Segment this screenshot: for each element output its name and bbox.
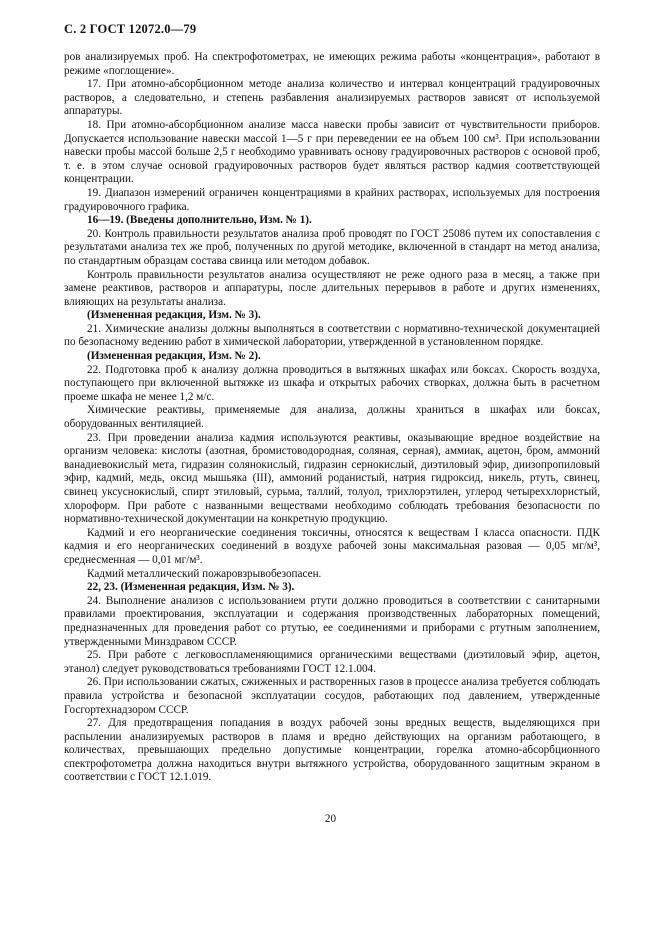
amendment-note: 16—19. (Введены дополнительно, Изм. № 1). [87,214,312,227]
paragraph-19: 19. Диапазон измерений ограничен концентрациями в крайних растворах, используемых для построения градуировочного графика. [64,186,600,213]
paragraph-23: 23. При проведении анализа кадмия используются реактивы, оказывающие вредное воздействие на организм человека: кислоты (азотная, бромистоводородная, соляная, серная), аммиак, ацетон, бром, аммоний ванадиевокислый мета, гидразин солянокислый, гидразин сернокислый, диэтиловый эфир, диизопропиловый эфир, кадмий, медь, оксид мышьяка (III), аммоний роданистый, натрия гидроксид, никель, ртуть, свинец, свинец уксуснокислый, спирт этиловый, сурьма, таллий, толуол, трихлорэтилен, углерод четыреххлористый, хлороформ. При работе с названными веществами необходимо соблюдать требования безопасности по нормативно-технической документации на конкретную продукцию. [64,431,600,526]
page-header: С. 2 ГОСТ 12072.0—79 [64,22,197,36]
paragraph-25: 25. При работе с легковоспламеняющимися органическими веществами (диэтиловый эфир, ацетон, этанол) следует руководствоваться требованиями ГОСТ 12.1.004. [64,649,600,675]
paragraph-17: 17. При атомно-абсорбционном методе анализа количество и интервал концентраций градуировочных растворов, а следовательно, и степень разбавления анализируемых растворов зависят от используемой аппаратуры. [64,78,600,118]
paragraph-27: 27. Для предотвращения попадания в воздух рабочей зоны вредных веществ, выделяющихся при распылении анализируемых растворов в пламя и вредно действующих на организм работающего, в количествах, превышающих предельно допустимые концентрации, горелка атомно-абсорбционного спектрофотометра должна находиться внутри вытяжного устройства, оборудованного защитным экраном в соответствии с ГОСТ 12.1.019. [64,717,600,784]
amendment-note: (Измененная редакция, Изм. № 3). [87,309,261,322]
paragraph-20-control: Контроль правильности результатов анализа осуществляют не реже одного раза в месяц, а также при замене реактивов, растворов и аппаратуры, после длительных перерывов в работе и других изменениях, влияющих на результаты анализа. [64,268,600,308]
paragraph-22: 22. Подготовка проб к анализу должна проводиться в вытяжных шкафах или боксах. Скорость воздуха, поступающего при включенной вытяжке из шкафа и открытых рабочих створках, должна быть в расчетном проеме шкафа не менее 1,2 м/с. [64,363,600,403]
paragraph-23-toxicity: Кадмий и его неорганические соединения токсичны, относятся к веществам I класса опасности. ПДК кадмия и его неорганических соединений в воздухе рабочей зоны максимальная разовая — 0,05 мг/м³, среднесменная — 0,01 мг/м³. [64,526,600,566]
paragraph-23-fire-safety: Кадмий металлический пожаровзрывобезопасен. [87,567,322,580]
paragraph-26: 26. При использовании сжатых, сжиженных и растворенных газов в процессе анализа требуется соблюдать правила устройства и безопасной эксплуатации сосудов, работающих под давлением, утвержденные Госгортехнадзором СССР. [64,676,600,716]
document-body [64,51,600,785]
amendment-note: 22, 23. (Измененная редакция, Изм. № 3). [87,581,295,594]
paragraph-continuation: ров анализируемых проб. На спектрофотометрах, не имеющих режима работы «концентрация», работают в режиме «поглощение». [64,51,600,77]
paragraph-24: 24. Выполнение анализов с использованием ртути должно проводиться в соответствии с санитарными правилами проектирования, эксплуатации и содержания производственных лабораторных помещений, предназначенных для проведения работ со ртутью, ее соединениями и приборами с ртутным заполнением, утвержденными Минздравом СССР. [64,594,600,648]
page-number: 20 [324,813,337,825]
amendment-note: (Измененная редакция, Изм. № 2). [87,350,261,363]
paragraph-21: 21. Химические анализы должны выполняться в соответствии с нормативно-технической документацией по безопасному ведению работ в химической лаборатории, утвержденной в установленном порядке. [64,322,600,349]
paragraph-18: 18. При атомно-абсорбционном анализе масса навески пробы зависит от чувствительности приборов. Допускается использование навески массой 1—5 г при переведении ее на объем 100 см³. При использовании навески пробы массой больше 2,5 г необходимо уравнивать основу градуировочных растворов с основой проб, т. е. в этом случае основой градуировочных растворов будет являться раствор кадмия соответствующей концентрации. [64,118,600,186]
paragraph-22-reagents: Химические реактивы, применяемые для анализа, должны храниться в шкафах или боксах, оборудованных вентиляцией. [64,404,600,431]
paragraph-20: 20. Контроль правильности результатов анализа проб проводят по ГОСТ 25086 путем их сопоставления с результатами анализа тех же проб, полученных по другой методике, включенной в стандарт на метод анализа, по стандартным образцам состава свинца или методом добавок. [64,227,600,267]
